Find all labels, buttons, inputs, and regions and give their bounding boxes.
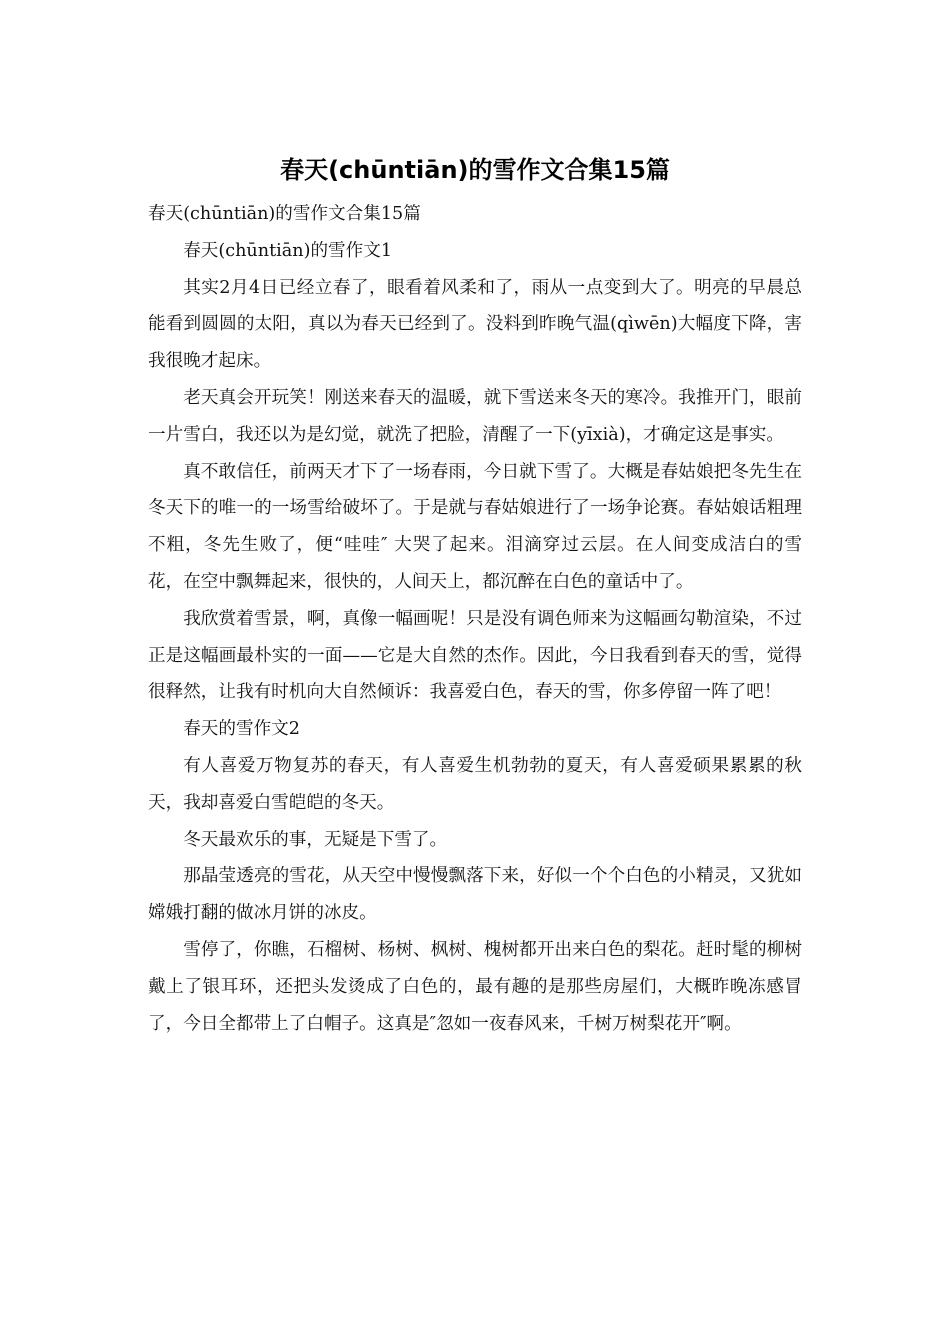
paragraph: 其实2月4日已经立春了，眼看着风柔和了，雨从一点变到大了。明亮的早晨总能看到圆圆的太阳，真以为春天已经到了。没料到昨晚气温(qìwēn)大幅度下降，害我很晚才起床。 — [148, 277, 802, 372]
paragraph: 冬天最欢乐的事，无疑是下雪了。 — [183, 829, 448, 850]
paragraph: 雪停了，你瞧，石榴树、杨树、枫树、槐树都开出来白色的梨花。赶时髦的柳树戴上了银耳环，还把头发烫成了白色的，最有趣的是那些房屋们，大概昨晚冻感冒了，今日全都带上了白帽子。这真是″忽如一夜春风来，千树万树梨花开″啊。 — [148, 939, 802, 1034]
paragraph: 我欣赏着雪景，啊，真像一幅画呢！只是没有调色师来为这幅画勾勒渲染，不过正是这幅画最朴实的一面——它是大自然的杰作。因此，今日我看到春天的雪，觉得很释然，让我有时机向大自然倾诉：我喜爱白色，春天的雪，你多停留一阵了吧！ — [148, 608, 802, 703]
document-title: 春天(chūntiān)的雪作文合集15篇 — [280, 156, 670, 184]
document-subtitle: 春天(chūntiān)的雪作文合集15篇 — [148, 204, 421, 224]
paragraph: 老天真会开玩笑！刚送来春天的温暖，就下雪送来冬天的寒冷。我推开门，眼前一片雪白，我还以为是幻觉，就洗了把脸，清醒了一下(yīxià)，才确定这是事实。 — [148, 387, 802, 445]
paragraph: 有人喜爱万物复苏的春天，有人喜爱生机勃勃的夏天，有人喜爱硕果累累的秋天，我却喜爱白雪皑皑的冬天。 — [148, 755, 802, 813]
section-heading-1: 春天(chūntiān)的雪作文1 — [183, 240, 393, 261]
paragraph: 真不敢信任，前两天才下了一场春雨，今日就下雪了。大概是春姑娘把冬先生在冬天下的唯一的一场雪给破坏了。于是就与春姑娘进行了一场争论赛。春姑娘话粗理不粗，冬先生败了，便“哇哇″ 大哭了起来。泪滴穿过云层。在人间变成洁白的雪花，在空中飘舞起来，很快的，人间天上，都沉醉在白色的童话中了。 — [148, 461, 802, 592]
section-heading-2: 春天的雪作文2 — [183, 719, 300, 740]
paragraph: 那晶莹透亮的雪花，从天空中慢慢飘落下来，好似一个个白色的小精灵，又犹如嫦娥打翻的做冰月饼的冰皮。 — [148, 866, 802, 924]
document-body — [148, 196, 802, 1042]
